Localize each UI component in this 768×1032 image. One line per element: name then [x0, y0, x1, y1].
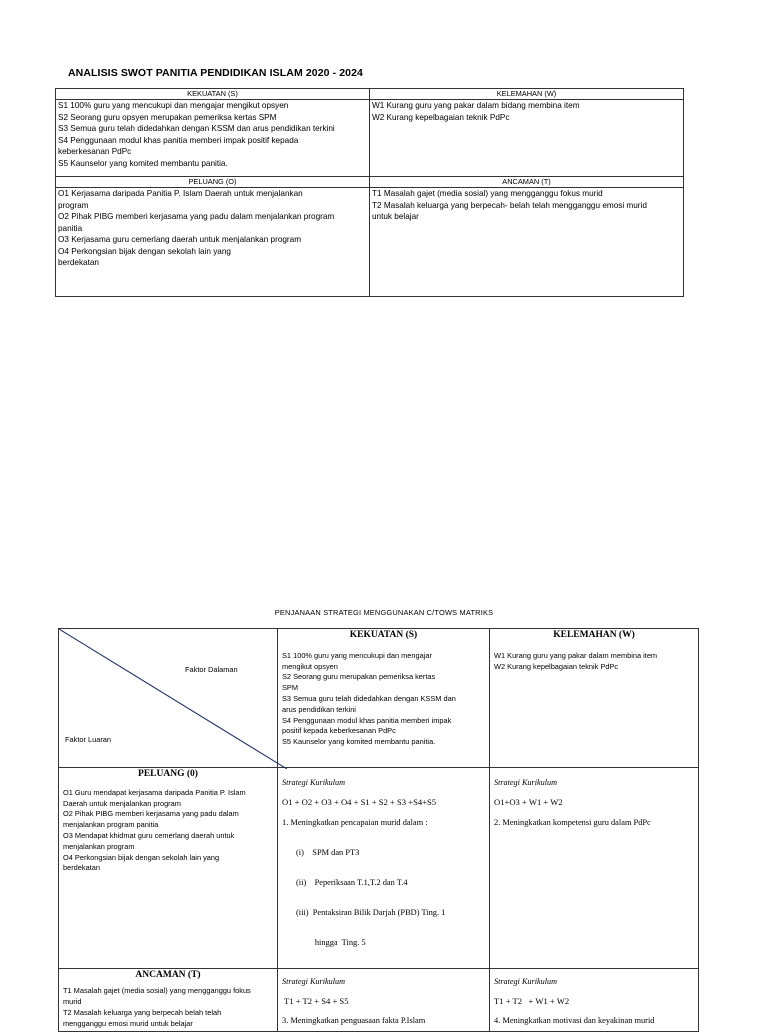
st-strategy-label: Strategi Kurikulum [282, 976, 345, 986]
so-strategy-label: Strategi Kurikulum [282, 778, 345, 787]
so-formula: O1 + O2 + O3 + O4 + S1 + S2 + S3 +S4+S5 [282, 796, 437, 807]
so-subitem: (ii) Peperiksaan T.1,T.2 dan T.4 [296, 877, 408, 887]
threat-item: T1 Masalah gajet (media sosial) yang mengganggu fokus murid [372, 189, 603, 198]
tows-weakness-item: W1 Kurang guru yang pakar dalam membina item [494, 650, 658, 660]
wo-strategy-cell [490, 768, 699, 969]
st-formula: T1 + T2 + S4 + S5 [282, 996, 349, 1007]
strength-item: keberkesanan PdPc [58, 147, 132, 156]
tows-threat-item: mengganggu emosi murid untuk belajar [63, 1018, 193, 1028]
strength-item: S2 Seorang guru opsyen merupakan pemeriksa kertas SPM [58, 112, 277, 122]
kekuatan-header: KEKUATAN (S) [56, 89, 370, 100]
tows-strength-item: SPM [282, 683, 299, 693]
tows-threat-item: T1 Masalah gajet (media sosial) yang mengganggu fokus [63, 986, 251, 996]
opportunity-item: O1 Kerjasama daripada Panitia P. Islam Daerah untuk menjalankan [58, 189, 303, 198]
so-strategy-item: 1. Meningkatkan pencapaian murid dalam : [282, 817, 428, 827]
weaknesses-cell [370, 100, 684, 177]
tows-opportunity-item: O1 Guru mendapat kerjasama daripada Panitia P. Islam [63, 787, 246, 797]
faktor-luaran-label: Faktor Luaran [65, 735, 112, 744]
wt-strategy-cell [490, 968, 699, 1031]
tows-strength-item: S2 Seorang guru merupakan pemeriksa kertas [282, 672, 436, 682]
tows-weaknesses-cell [490, 629, 699, 768]
wo-strategy-label: Strategi Kurikulum [494, 778, 557, 787]
tows-strength-item: S1 100% guru yang mencukupi dan mengajar [282, 650, 432, 660]
threat-item: untuk belajar [372, 212, 419, 221]
st-strategy-item: 3. Meningkatkan penguasaan fakta P.Islam [282, 1016, 426, 1026]
tows-opportunities-cell [59, 768, 278, 969]
strengths-cell [56, 100, 370, 177]
ancaman-header: ANCAMAN (T) [370, 177, 684, 188]
tows-strength-item: S4 Penggunaan modul khas panitia memberi impak [282, 715, 452, 725]
so-subitem: (i) SPM dan PT3 [296, 847, 360, 857]
tows-strength-item: mengikut opsyen [282, 661, 338, 671]
so-strategy-cell [278, 768, 490, 969]
tows-opportunity-item: berdekatan [63, 863, 100, 873]
wt-strategy-item: 4. Meningkatkan motivasi dan keyakinan murid [494, 1016, 655, 1026]
so-subitem: (iii) Pentaksiran Bilik Darjah (PBD) Ting. 1 [296, 907, 446, 917]
tows-strength-item: arus pendidikan terkini [282, 704, 356, 714]
tows-weakness-item: W2 Kurang kepelbagaian teknik PdPc [494, 661, 619, 671]
tows-peluang-header: PELUANG (0) [138, 769, 198, 779]
weakness-item: W1 Kurang guru yang pakar dalam bidang membina item [372, 101, 580, 110]
strength-item: S3 Semua guru telah didedahkan dengan KSSM dan arus pendidikan terkini [58, 124, 335, 133]
so-subitem: hingga Ting. 5 [296, 937, 366, 947]
faktor-dalaman-label: Faktor Dalaman [185, 665, 238, 674]
tows-opportunity-item: O4 Perkongsian bijak dengan sekolah lain yang [63, 852, 220, 862]
opportunity-item: O2 Pihak PIBG memberi kerjasama yang padu dalam menjalankan program [58, 212, 335, 221]
threat-item: T2 Masalah keluarga yang berpecah- belah telah mengganggu emosi murid [372, 200, 647, 210]
swot-table [55, 88, 684, 297]
tows-opportunity-item: Daerah untuk menjalankan program [63, 798, 181, 808]
tows-opportunity-item: O2 Pihak PIBG memberi kerjasama yang padu dalam [63, 809, 239, 819]
wt-strategy-label: Strategi Kurikulum [494, 976, 557, 986]
threats-cell [370, 188, 684, 297]
tows-threats-cell [59, 968, 278, 1031]
so-subitems [282, 828, 485, 968]
tows-kekuatan-header: KEKUATAN (S) [349, 630, 418, 640]
weakness-item: W2 Kurang kepelbagaian teknik PdPc [372, 112, 510, 122]
opportunity-item: berdekatan [58, 258, 99, 267]
diagonal-divider [59, 629, 287, 769]
tows-strengths-cell [278, 629, 490, 768]
tows-ancaman-header: ANCAMAN (T) [135, 969, 201, 980]
kelemahan-header: KELEMAHAN (W) [370, 89, 684, 100]
tows-opportunity-item: O3 Mendapat khidmat guru cemerlang daerah untuk [63, 830, 235, 840]
opportunities-cell [56, 188, 370, 297]
tows-threat-item: murid [63, 997, 82, 1007]
swot-title: ANALISIS SWOT PANITIA PENDIDIKAN ISLAM 2020 - 2024 [68, 67, 363, 79]
wo-formula: O1+O3 + W1 + W2 [494, 796, 563, 807]
opportunity-item: program [58, 200, 89, 210]
strength-item: S5 Kaunselor yang komited membantu panitia. [58, 158, 228, 168]
st-strategy-cell [278, 968, 490, 1031]
tows-title: PENJANAAN STRATEGI MENGGUNAKAN C/TOWS MATRIKS [274, 608, 494, 617]
tows-strength-item: S3 Semua guru telah didedahkan dengan KSSM dan [282, 693, 456, 703]
tows-opportunity-item: menjalankan program panitia [63, 820, 159, 830]
strength-item: S1 100% guru yang mencukupi dan mengajar mengikut opsyen [58, 101, 289, 110]
strength-item: S4 Penggunaan modul khas panitia memberi impak positif kepada [58, 135, 299, 145]
factor-corner-cell [59, 629, 278, 768]
opportunity-item: O4 Perkongsian bijak dengan sekolah lain yang [58, 246, 231, 256]
wo-strategy-item: 2. Meningkatkan kompetensi guru dalam PdPc [494, 817, 651, 827]
tows-matrix-table [58, 628, 699, 1032]
tows-strength-item: positif kepada keberkesanan PdPc [282, 726, 396, 736]
tows-strength-item: S5 Kaunselor yang komited membantu panitia. [282, 737, 436, 747]
peluang-header: PELUANG (O) [56, 177, 370, 188]
opportunity-item: O3 Kerjasama guru cemerlang daerah untuk menjalankan program [58, 235, 302, 244]
tows-opportunity-item: menjalankan program [63, 841, 135, 851]
tows-kelemahan-header: KELEMAHAN (W) [553, 630, 635, 640]
tows-threat-item: T2 Masalah keluarga yang berpecah belah telah [63, 1007, 222, 1017]
opportunity-item: panitia [58, 223, 83, 233]
wt-formula: T1 + T2 + W1 + W2 [494, 996, 570, 1007]
